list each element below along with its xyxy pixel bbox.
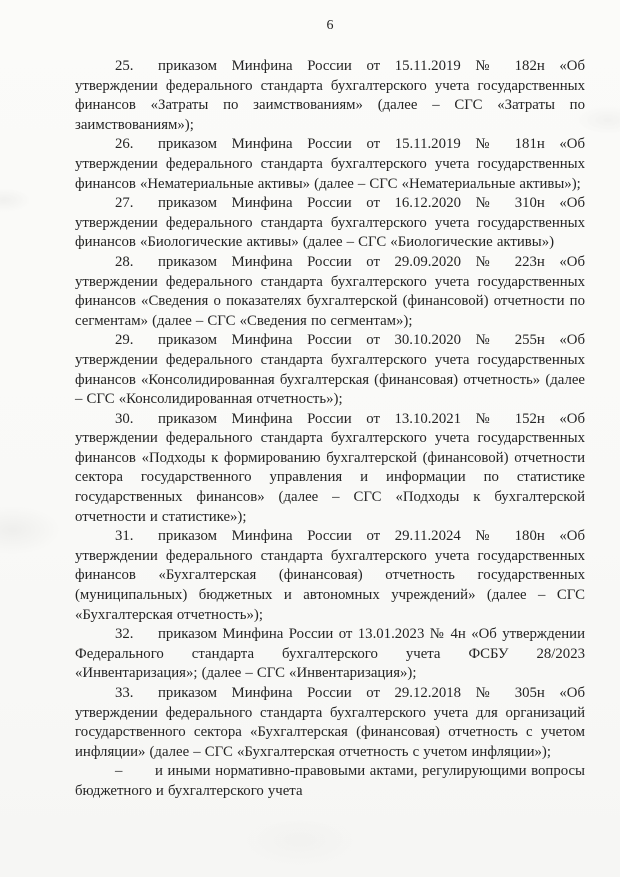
list-item xyxy=(75,527,585,625)
item-number: 25. xyxy=(115,58,134,74)
list-item xyxy=(75,410,585,528)
item-text: приказом Минфина России от 29.12.2018 № 305н «Об утверждении федерального стандарта бухгалтерского учета для организаций государственного сектора «Бухгалтерская (финансовая) отчетность с учетом инфляции» (далее – СГС «Бухгалтерская отчетность с учетом инфляции»); xyxy=(75,685,585,760)
item-number: 27. xyxy=(115,195,134,212)
item-text: приказом Минфина России от 30.10.2020 № 255н «Об утверждении федерального стандарта бухгалтерского учета государственных финансов «Консолидированная бухгалтерская (финансовая) отчетность» (далее – СГС «Консолидированная отчетность»); xyxy=(75,332,585,408)
list-item xyxy=(75,253,585,331)
item-text: приказом Минфина России от 15.11.2019 № 182н «Об утверждении федерального стандарта бухгалтерского учета государственных финансов «Затраты по заимствованиям» (далее – СГС «Затраты по заимствованиям»); xyxy=(75,58,585,133)
item-text: приказом Минфина России от 13.10.2021 № 152н «Об утверждении федерального стандарта бухгалтерского учета государственных финансов «Подходы к формированию бухгалтерской (финансовой) отчетности сектора государственного управления и информации по статистике государственных финансов» (далее – СГС «Подходы к бухгалтерской отчетности и статистике»); xyxy=(75,410,585,525)
list-item xyxy=(75,194,585,253)
item-number: 28. xyxy=(115,253,134,270)
item-text: приказом Минфина России от 29.09.2020 № 223н «Об утверждении федерального стандарта бухгалтерского учета государственных финансов «Сведения о показателях бухгалтерской (финансовой) отчетности по сегментам» (далее – СГС «Сведения по сегментам»); xyxy=(75,253,585,329)
item-text: приказом Минфина России от 15.11.2019 № 181н «Об утверждении федерального стандарта бухгалтерского учета государственных финансов «Нематериальные активы» (далее – СГС «Нематериальные активы»); xyxy=(75,136,585,192)
item-text: приказом Минфина России от 16.12.2020 № 310н «Об утверждении федерального стандарта бухгалтерского учета государственных финансов «Биологические активы» (далее – СГС «Биологические активы») xyxy=(75,195,585,251)
list-item xyxy=(75,57,585,135)
item-text: приказом Минфина России от 13.01.2023 № 4н «Об утверждении Федерального стандарта бухгалтерского учета ФСБУ 28/2023 «Инвентаризация»; (далее – СГС «Инвентаризация»); xyxy=(75,626,585,682)
item-text: приказом Минфина России от 29.11.2024 № 180н «Об утверждении федерального стандарта бухгалтерского учета государственных финансов «Бухгалтерская (финансовая) отчетность государственных (муниципальных) бюджетных и автономных учреждений» (далее – СГС «Бухгалтерская отчетность»); xyxy=(75,528,585,623)
item-number: 31. xyxy=(115,528,134,545)
dash-marker: – xyxy=(115,763,123,780)
list-item xyxy=(75,684,585,762)
list-item xyxy=(75,331,585,409)
closing-list-item xyxy=(75,762,585,801)
list-item xyxy=(75,135,585,194)
item-number: 30. xyxy=(115,410,134,427)
list-item xyxy=(75,625,585,684)
item-number: 26. xyxy=(115,136,134,153)
item-number: 29. xyxy=(115,332,134,349)
closing-item-text: и иными нормативно-правовыми актами, регулирующими вопросы бюджетного и бухгалтерского учета xyxy=(75,763,585,799)
item-number: 32. xyxy=(115,626,134,643)
page-number: 6 xyxy=(326,18,334,33)
text-block xyxy=(75,16,585,802)
item-number: 33. xyxy=(115,685,134,701)
